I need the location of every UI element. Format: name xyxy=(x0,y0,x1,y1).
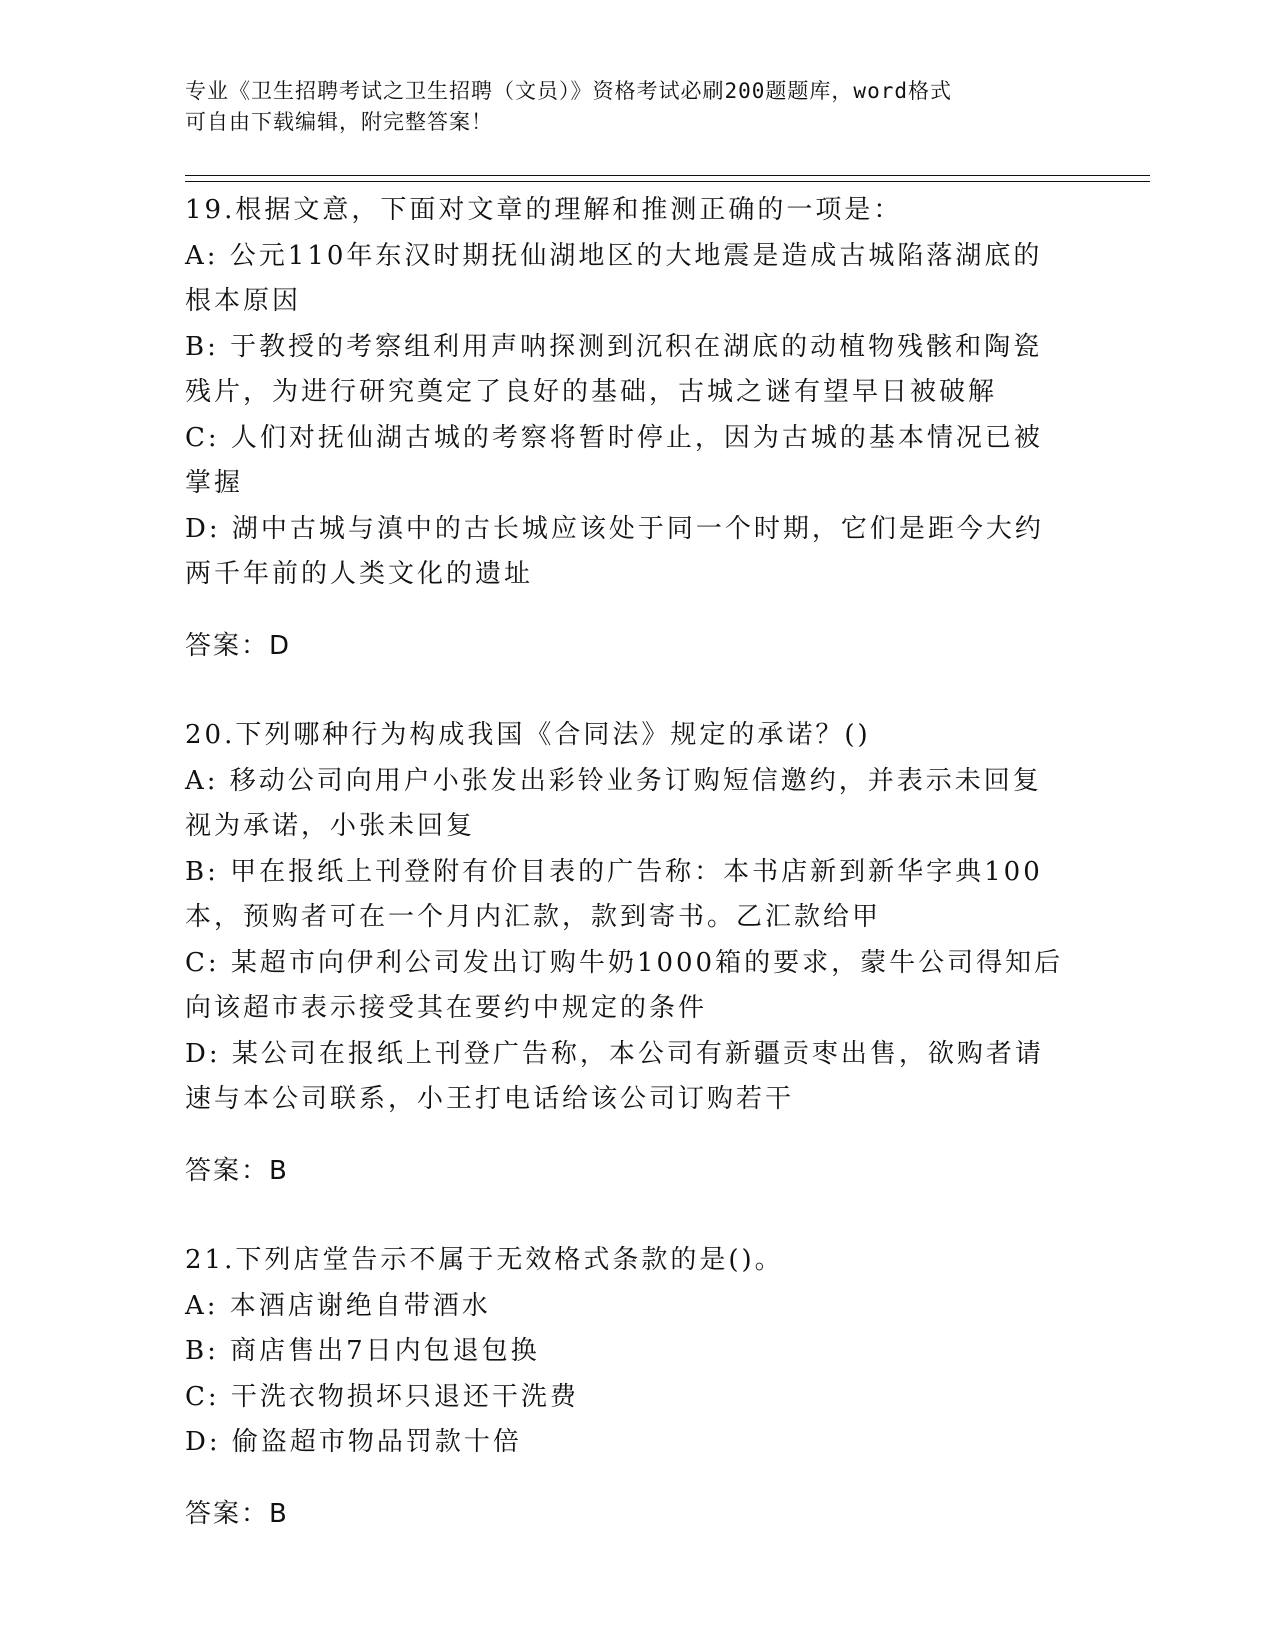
question-list xyxy=(185,188,1070,1563)
option-d: D: 偷盗超市物品罚款十倍 xyxy=(185,1427,522,1457)
answer: 答案：B xyxy=(185,1155,289,1186)
option-c: C: 某超市向伊利公司发出订购牛奶1000箱的要求，蒙牛公司得知后向该超市表示接受其在要约中规定的条件 xyxy=(185,947,1064,1023)
option-a: A: 本酒店谢绝自带酒水 xyxy=(185,1290,491,1321)
option-c: C: 人们对抚仙湖古城的考察将暂时停止，因为古城的基本情况已被掌握 xyxy=(185,422,1043,498)
question-20 xyxy=(185,713,1070,1194)
header-title-line-2: 可自由下载编辑，附完整答案！ xyxy=(185,110,493,134)
option-a: A: 移动公司向用户小张发出彩铃业务订购短信邀约，并表示未回复视为承诺，小张未回复 xyxy=(185,765,1042,841)
option-d: D: 某公司在报纸上刊登广告称，本公司有新疆贡枣出售，欲购者请速与本公司联系，小王打电话给该公司订购若干 xyxy=(185,1038,1044,1114)
question-21 xyxy=(185,1238,1070,1537)
option-d: D: 湖中古城与滇中的古长城应该处于同一个时期，它们是距今大约两千年前的人类文化的遗址 xyxy=(185,513,1044,589)
question-stem: 19.根据文意，下面对文章的理解和推测正确的一项是： xyxy=(185,195,903,225)
option-b: B: 甲在报纸上刊登附有价目表的广告称：本书店新到新华字典100本，预购者可在一个月内汇款，款到寄书。乙汇款给甲 xyxy=(185,856,1043,932)
document-header xyxy=(185,76,1065,138)
option-b: B: 于教授的考察组利用声呐探测到沉积在湖底的动植物残骸和陶瓷残片，为进行研究奠定了良好的基础，古城之谜有望早日被破解 xyxy=(185,331,1043,407)
answer: 答案：B xyxy=(185,1498,289,1529)
option-b: B: 商店售出7日内包退包换 xyxy=(185,1336,540,1366)
option-a: A: 公元110年东汉时期抚仙湖地区的大地震是造成古城陷落湖底的根本原因 xyxy=(185,240,1043,316)
answer: 答案：D xyxy=(185,630,292,661)
option-c: C: 干洗衣物损坏只退还干洗费 xyxy=(185,1381,579,1412)
question-stem: 20.下列哪种行为构成我国《合同法》规定的承诺？() xyxy=(185,720,871,750)
header-title-line-1: 专业《卫生招聘考试之卫生招聘（文员）》资格考试必刷200题题库，word格式 xyxy=(185,79,952,103)
header-divider xyxy=(185,175,1150,182)
question-stem: 21.下列店堂告示不属于无效格式条款的是()。 xyxy=(185,1245,784,1275)
question-19 xyxy=(185,188,1070,669)
